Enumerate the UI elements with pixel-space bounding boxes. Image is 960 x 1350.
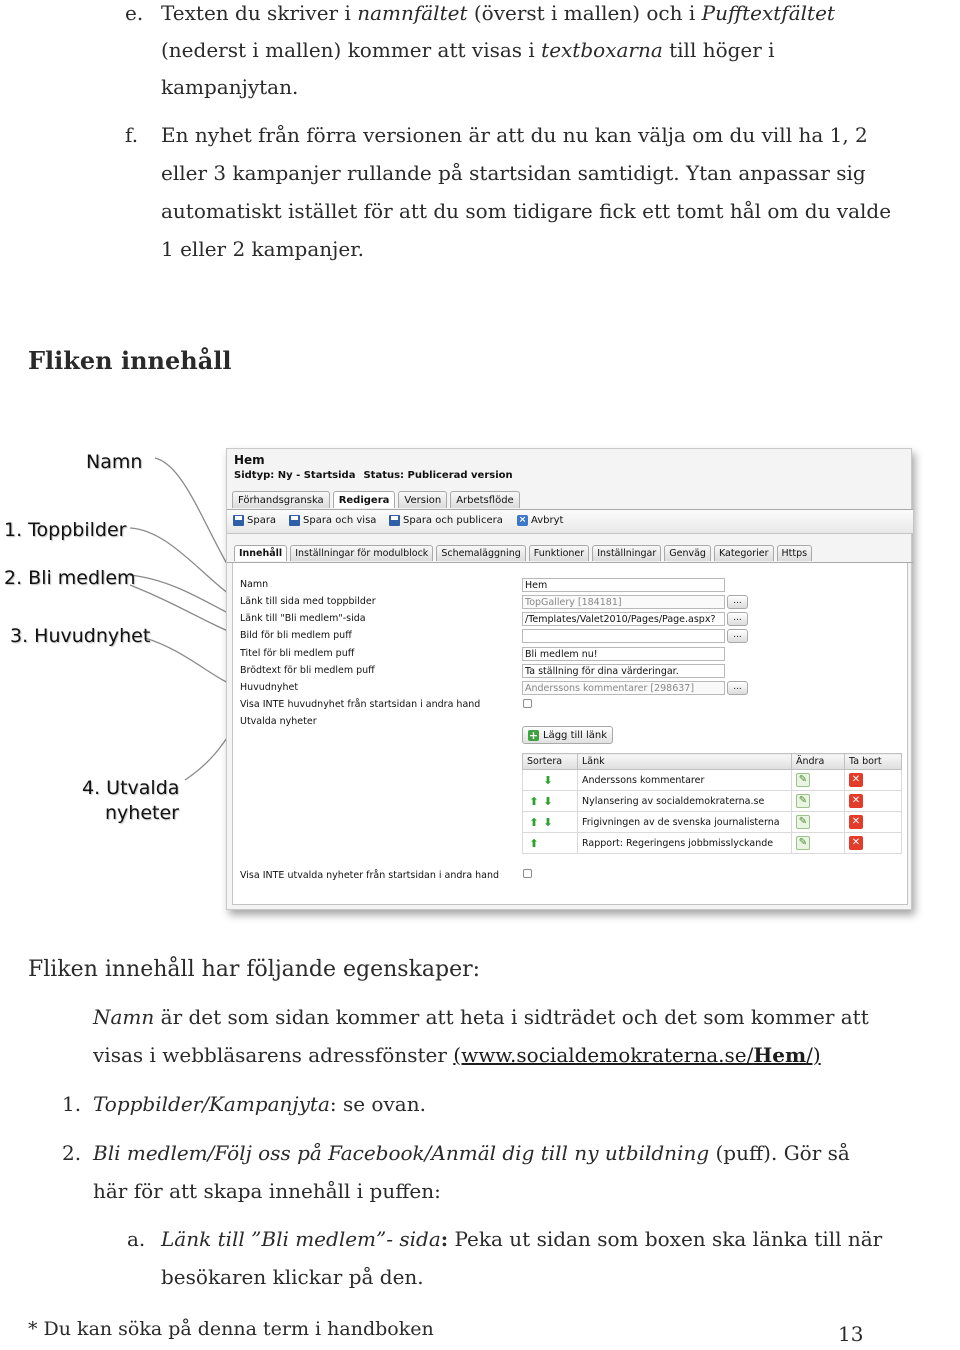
pencil-icon[interactable]: ✎ [796, 794, 810, 808]
cms-top-tabs [232, 491, 520, 508]
tab-forhandsgranska[interactable]: Förhandsgranska [232, 491, 330, 508]
footer-note: * Du kan söka på denna term i handboken [28, 1318, 434, 1340]
col-sortera: Sortera [523, 754, 578, 770]
tab-https[interactable]: Https [777, 545, 813, 561]
link-cell[interactable]: Rapport: Regeringens jobbmisslyckande [578, 833, 792, 854]
cms-page-meta [234, 470, 521, 481]
cms-sub-tabs [234, 545, 812, 561]
callout-bli-medlem: 2. Bli medlem [4, 567, 136, 589]
namn-description-line2 [93, 1036, 933, 1074]
spara-och-visa-button[interactable] [289, 515, 376, 526]
edit-cell [792, 812, 845, 833]
callout-line-toppbilder [130, 528, 238, 600]
callout-huvudnyhet: 3. Huvudnyhet [10, 625, 151, 647]
list-item-f-line2: eller 3 kampanjer rullande på startsidan samtidigt. Ytan anpassar sig [161, 161, 866, 185]
text-bold: : [440, 1227, 449, 1251]
text: (nederst i mallen) kommer att visas i [161, 38, 542, 62]
text-italic: Bli medlem/Följ oss på Facebook/Anmäl dig till ny utbildning [93, 1141, 710, 1165]
text: : se ovan. [329, 1092, 426, 1116]
text: visas i webbläsarens adressfönster [93, 1043, 454, 1067]
spara-och-visa-label: Spara och visa [303, 515, 377, 526]
tab-innehall[interactable]: Innehåll [234, 545, 287, 561]
delete-icon[interactable]: ✕ [849, 773, 863, 787]
toppbilder-browse-button[interactable]: ... [727, 595, 748, 609]
namn-description-line1 [93, 998, 933, 1036]
numbered-marker-1: 1. [62, 1092, 82, 1116]
callout-utvalda-2: nyheter [105, 802, 179, 824]
col-lank: Länk [578, 754, 792, 770]
text: till höger i [662, 38, 775, 62]
field-label-visa-inte-huvudnyhet: Visa INTE huvudnyhet från startsidan i andra hand [240, 699, 481, 710]
page-number: 13 [838, 1322, 864, 1346]
delete-cell [845, 812, 902, 833]
numbered-item-2-line1 [93, 1134, 933, 1172]
table-header-row [523, 754, 902, 770]
lagg-till-lank-label: Lägg till länk [543, 729, 608, 741]
field-label-utvalda-nyheter: Utvalda nyheter [240, 716, 317, 727]
col-ta-bort: Ta bort [845, 754, 902, 770]
avbryt-label: Avbryt [531, 515, 564, 526]
link-cell[interactable]: Frigivningen av de svenska journalisterna [578, 812, 792, 833]
titel-input[interactable]: Bli medlem nu! [522, 647, 725, 661]
text-italic: Toppbilder/Kampanjyta [93, 1092, 330, 1116]
visa-inte-huvudnyhet-checkbox[interactable] [523, 699, 532, 708]
url-part-bold: Hem [753, 1043, 807, 1067]
cms-status: Status: Publicerad version [363, 470, 513, 481]
site-url-link[interactable] [453, 1043, 820, 1067]
lagg-till-lank-button[interactable] [522, 726, 613, 744]
delete-icon[interactable]: ✕ [849, 794, 863, 808]
cms-page-title: Hem [234, 453, 265, 467]
arrow-up-icon[interactable]: ⬆ [529, 836, 539, 850]
text-italic: Länk till ”Bli medlem”- sida [161, 1227, 441, 1251]
arrow-up-icon[interactable]: ⬆ [529, 794, 539, 808]
field-label-toppbilder: Länk till sida med toppbilder [240, 596, 376, 607]
cms-toolbar [227, 510, 913, 534]
sort-cell [523, 770, 578, 791]
field-label-visa-inte-utvalda: Visa INTE utvalda nyheter från startsidan i andra hand [240, 870, 500, 881]
list-item-f-line3: automatiskt istället för att du som tidigare fick ett tomt hål om du valde [161, 199, 892, 223]
callout-utvalda-1: 4. Utvalda [82, 777, 180, 799]
delete-icon[interactable]: ✕ [849, 815, 863, 829]
tab-arbetsflode[interactable]: Arbetsflöde [450, 491, 520, 508]
arrow-up-icon[interactable]: ⬆ [529, 815, 539, 829]
table-row [523, 833, 902, 854]
huvudnyhet-browse-button[interactable]: ... [727, 681, 748, 695]
field-label-namn: Namn [240, 579, 269, 590]
tab-redigera[interactable]: Redigera [333, 491, 396, 508]
pencil-icon[interactable]: ✎ [796, 836, 810, 850]
callout-line-huvudnyhet [145, 638, 238, 687]
edit-cell [792, 770, 845, 791]
numbered-marker-2: 2. [62, 1141, 82, 1165]
sub-item-a-line1 [161, 1220, 941, 1258]
cms-screenshot [226, 448, 912, 910]
text-italic: Pufftextfältet [701, 1, 835, 25]
url-part: (www.socialdemokraterna.se/ [453, 1043, 754, 1067]
field-label-brodtext: Brödtext för bli medlem puff [240, 665, 375, 676]
pencil-icon[interactable]: ✎ [796, 815, 810, 829]
sort-cell [523, 833, 578, 854]
edit-cell [792, 833, 845, 854]
list-item-e-line2 [161, 31, 921, 69]
bild-browse-button[interactable]: ... [727, 629, 748, 643]
sub-marker-a: a. [127, 1227, 146, 1251]
arrow-down-icon[interactable]: ⬇ [543, 773, 553, 787]
bild-input[interactable] [522, 629, 725, 643]
tab-kategorier[interactable]: Kategorier [714, 545, 774, 561]
cancel-icon: × [518, 515, 527, 525]
list-item-e-line1 [161, 0, 921, 32]
numbered-item-2-line2: här för att skapa innehåll i puffen: [93, 1179, 441, 1203]
spara-och-publicera-label: Spara och publicera [403, 515, 503, 526]
callout-line-bli-medlem-1 [130, 575, 238, 618]
field-label-bild: Bild för bli medlem puff [240, 630, 352, 641]
field-label-titel: Titel för bli medlem puff [240, 648, 355, 659]
section-heading: Fliken innehåll [28, 346, 232, 375]
sub-item-a-line2: besökaren klickar på den. [161, 1265, 424, 1289]
list-item-e-line3: kampanjytan. [161, 75, 299, 99]
tab-schemalaggning[interactable]: Schemaläggning [436, 545, 525, 561]
delete-cell [845, 833, 902, 854]
properties-heading: Fliken innehåll har följande egenskaper: [28, 957, 481, 982]
visa-inte-utvalda-checkbox[interactable] [523, 869, 532, 878]
save-icon [233, 515, 244, 526]
toppbilder-input[interactable]: TopGallery [184181] [522, 595, 725, 609]
huvudnyhet-input[interactable]: Anderssons kommentarer [298637] [522, 681, 725, 695]
link-cell[interactable]: Nylansering av socialdemokraterna.se [578, 791, 792, 812]
save-icon [289, 515, 300, 526]
sort-cell [523, 791, 578, 812]
bli-medlem-sida-browse-button[interactable]: ... [727, 612, 748, 626]
callout-toppbilder: 1. Toppbilder [4, 519, 127, 541]
table-row [523, 791, 902, 812]
links-table [522, 753, 902, 854]
plus-icon: + [528, 728, 539, 742]
cms-sidtyp: Sidtyp: Ny - Startsida [234, 470, 356, 481]
tab-funktioner[interactable]: Funktioner [529, 545, 589, 561]
delete-cell [845, 791, 902, 812]
tab-genvag[interactable]: Genväg [664, 545, 711, 561]
list-item-f-line4: 1 eller 2 kampanjer. [161, 237, 364, 261]
table-row [523, 770, 902, 791]
tab-version[interactable]: Version [398, 491, 447, 508]
field-label-bli-medlem-sida: Länk till "Bli medlem"-sida [240, 613, 366, 624]
pencil-icon[interactable]: ✎ [796, 773, 810, 787]
text-italic: namnfältet [357, 1, 468, 25]
table-row [523, 812, 902, 833]
text: är det som sidan kommer att heta i sidträdet och det som kommer att [154, 1005, 869, 1029]
callout-namn: Namn [86, 451, 143, 473]
text: Peka ut sidan som boxen ska länka till när [448, 1227, 883, 1251]
text: (överst i mallen) och i [467, 1, 702, 25]
list-marker-f: f. [125, 123, 139, 147]
save-icon [389, 515, 400, 526]
arrow-down-icon[interactable]: ⬇ [543, 815, 553, 829]
spara-button[interactable] [233, 515, 276, 526]
spara-och-publicera-button[interactable] [389, 515, 503, 526]
edit-cell [792, 791, 845, 812]
list-item-f-line1: En nyhet från förra versionen är att du nu kan välja om du vill ha 1, 2 [161, 123, 868, 147]
term-namn: Namn [93, 1005, 155, 1029]
avbryt-button[interactable] [517, 515, 563, 526]
text: Texten du skriver i [161, 1, 358, 25]
delete-cell [845, 770, 902, 791]
text: (puff). Gör så [709, 1141, 850, 1165]
tab-installningar[interactable]: Inställningar [592, 545, 661, 561]
text-italic: textboxarna [541, 38, 663, 62]
url-part: /) [806, 1043, 821, 1067]
arrow-down-icon[interactable]: ⬇ [543, 794, 553, 808]
numbered-item-1 [93, 1085, 933, 1123]
tab-installningar-modulblock[interactable]: Inställningar för modulblock [290, 545, 433, 561]
bli-medlem-sida-input[interactable]: /Templates/Valet2010/Pages/Page.aspx? [522, 612, 725, 626]
spara-label: Spara [247, 515, 277, 526]
col-andra: Ändra [792, 754, 845, 770]
namn-input[interactable]: Hem [522, 578, 725, 592]
link-cell[interactable]: Anderssons kommentarer [578, 770, 792, 791]
sort-cell [523, 812, 578, 833]
field-label-huvudnyhet: Huvudnyhet [240, 682, 299, 693]
delete-icon[interactable]: ✕ [849, 836, 863, 850]
brodtext-input[interactable]: Ta ställning för dina värderingar. [522, 664, 725, 678]
list-marker-e: e. [125, 1, 144, 25]
